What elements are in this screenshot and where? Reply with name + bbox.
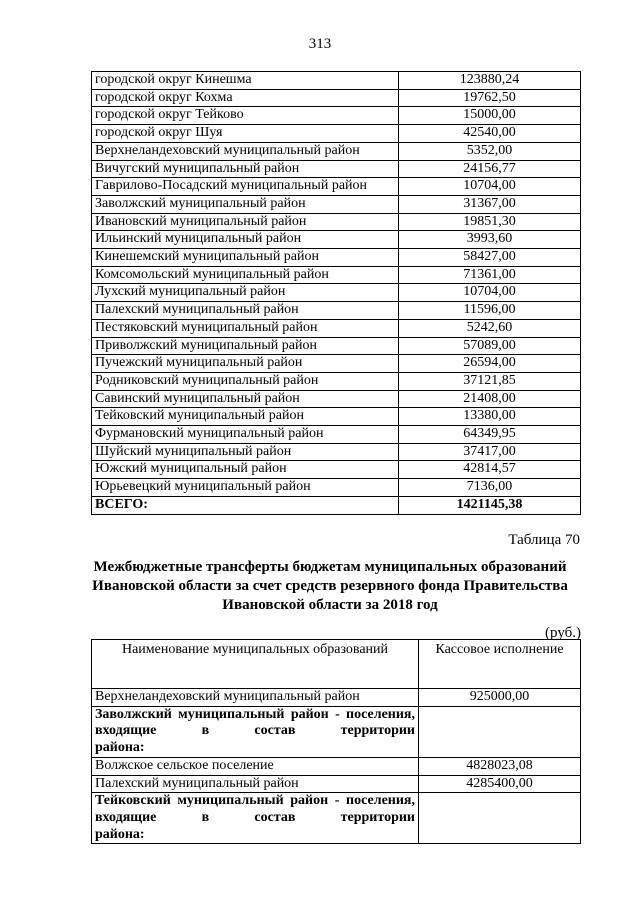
- row-name: Савинский муниципальный район: [92, 390, 399, 408]
- table-row: [92, 443, 581, 461]
- row-value: 37417,00: [399, 443, 581, 461]
- group-name-tail: района:: [95, 826, 145, 842]
- header-value: Кассовое исполнение: [419, 640, 581, 689]
- table-group-row: [92, 793, 581, 844]
- table-row: [92, 249, 581, 267]
- row-value: 71361,00: [399, 266, 581, 284]
- table-row: [92, 195, 581, 213]
- table-row: [92, 426, 581, 444]
- row-value: 19851,30: [399, 213, 581, 231]
- header-name: Наименование муниципальных образований: [92, 640, 419, 689]
- row-name: Комсомольский муниципальный район: [92, 266, 399, 284]
- table-row: [92, 689, 581, 707]
- row-value: [419, 793, 581, 844]
- table-row: [92, 213, 581, 231]
- row-name: Фурмановский муниципальный район: [92, 426, 399, 444]
- row-value: 42540,00: [399, 125, 581, 143]
- row-name: Гаврилово-Посадский муниципальный район: [92, 178, 399, 196]
- table-group-row: [92, 706, 581, 757]
- row-name: Ильинский муниципальный район: [92, 231, 399, 249]
- row-name: Лухский муниципальный район: [92, 284, 399, 302]
- group-name-text: Тейковский муниципальный район - поселения, входящие в состав территории: [95, 793, 415, 825]
- reserve-fund-table: [91, 639, 581, 844]
- table-row: [92, 107, 581, 125]
- table-row: [92, 355, 581, 373]
- row-value: 15000,00: [399, 107, 581, 125]
- table-row: [92, 125, 581, 143]
- row-value: 4285400,00: [419, 775, 581, 793]
- row-value: 21408,00: [399, 390, 581, 408]
- row-value: 57089,00: [399, 337, 581, 355]
- page-number: 313: [308, 36, 332, 52]
- row-name: Волжское сельское поселение: [92, 757, 419, 775]
- table-row: [92, 757, 581, 775]
- total-value: 1421145,38: [399, 496, 581, 514]
- row-value: 58427,00: [399, 249, 581, 267]
- row-value: 4828023,08: [419, 757, 581, 775]
- section-title: Межбюджетные трансферты бюджетам муниципальных образований Ивановской области за счет средств резервного фонда Правительства Ивановской области за 2018 год: [92, 559, 568, 613]
- row-name: Кинешемский муниципальный район: [92, 249, 399, 267]
- row-value: 31367,00: [399, 195, 581, 213]
- row-name: Юрьевецкий муниципальный район: [92, 479, 399, 497]
- row-value: 42814,57: [399, 461, 581, 479]
- row-name: Пучежский муниципальный район: [92, 355, 399, 373]
- row-value: 5352,00: [399, 142, 581, 160]
- municipal-transfers-table: [91, 71, 581, 515]
- table-row: [92, 302, 581, 320]
- row-value: 24156,77: [399, 160, 581, 178]
- row-name: Заволжский муниципальный район: [92, 195, 399, 213]
- group-name-text: Заволжский муниципальный район - поселения, входящие в состав территории: [95, 706, 415, 739]
- row-name: Палехский муниципальный район: [92, 775, 419, 793]
- row-name: Родниковский муниципальный район: [92, 372, 399, 390]
- row-name: Тейковский муниципальный район: [92, 408, 399, 426]
- row-name: городской округ Кинешма: [92, 72, 399, 90]
- row-value: 11596,00: [399, 302, 581, 320]
- row-value: 123880,24: [399, 72, 581, 90]
- row-value: 925000,00: [419, 689, 581, 707]
- group-name: [92, 793, 419, 844]
- row-value: 10704,00: [399, 178, 581, 196]
- table-row: [92, 337, 581, 355]
- table-row: [92, 231, 581, 249]
- table-row: [92, 775, 581, 793]
- table-row: [92, 160, 581, 178]
- table-label: Таблица 70: [508, 532, 580, 548]
- row-value: 10704,00: [399, 284, 581, 302]
- row-name: Палехский муниципальный район: [92, 302, 399, 320]
- row-name: городской округ Тейково: [92, 107, 399, 125]
- group-name-tail: района:: [95, 740, 145, 756]
- total-label: ВСЕГО:: [92, 496, 399, 514]
- table-row: [92, 319, 581, 337]
- row-name: Шуйский муниципальный район: [92, 443, 399, 461]
- table-header-row: [92, 640, 581, 689]
- row-name: Верхнеландеховский муниципальный район: [92, 689, 419, 707]
- table-row: [92, 72, 581, 90]
- table-row: [92, 372, 581, 390]
- row-value: 3993,60: [399, 231, 581, 249]
- row-name: Приволжский муниципальный район: [92, 337, 399, 355]
- row-name: городской округ Шуя: [92, 125, 399, 143]
- table-row: [92, 479, 581, 497]
- table-row: [92, 390, 581, 408]
- table-row: [92, 266, 581, 284]
- row-value: 13380,00: [399, 408, 581, 426]
- row-name: Верхнеландеховский муниципальный район: [92, 142, 399, 160]
- row-value: 7136,00: [399, 479, 581, 497]
- row-value: 26594,00: [399, 355, 581, 373]
- row-name: Ивановский муниципальный район: [92, 213, 399, 231]
- row-name: Вичугский муниципальный район: [92, 160, 399, 178]
- total-row: [92, 496, 581, 514]
- row-value: 19762,50: [399, 89, 581, 107]
- table-row: [92, 461, 581, 479]
- table-row: [92, 408, 581, 426]
- row-name: Пестяковский муниципальный район: [92, 319, 399, 337]
- row-value: 5242,60: [399, 319, 581, 337]
- table-row: [92, 142, 581, 160]
- table-row: [92, 89, 581, 107]
- row-value: [419, 706, 581, 757]
- group-name: [92, 706, 419, 757]
- row-value: 64349,95: [399, 426, 581, 444]
- row-value: 37121,85: [399, 372, 581, 390]
- row-name: городской округ Кохма: [92, 89, 399, 107]
- unit-label: (руб.): [545, 625, 581, 641]
- table-row: [92, 284, 581, 302]
- row-name: Южский муниципальный район: [92, 461, 399, 479]
- table-row: [92, 178, 581, 196]
